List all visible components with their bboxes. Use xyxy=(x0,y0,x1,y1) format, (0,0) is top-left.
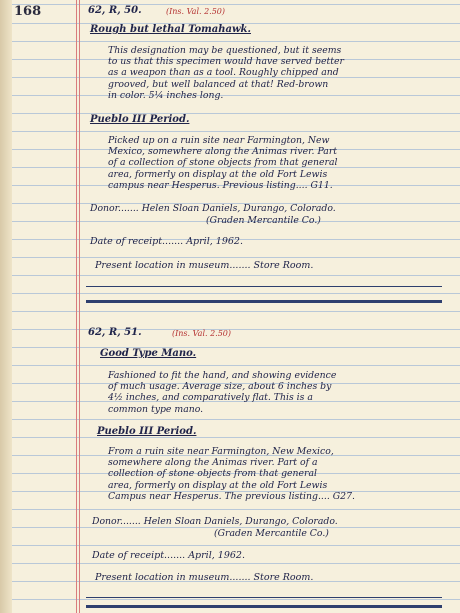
catalog-number: 62, R, 50. xyxy=(88,5,142,16)
entry-title: Rough but lethal Tomahawk. xyxy=(90,24,251,35)
location-line: Present location in museum....... Store Room. xyxy=(95,260,314,271)
donor-line: Donor....... Helen Sloan Daniels, Durango, Colorado. xyxy=(92,516,338,527)
insurance-value: (Ins. Val. 2.50) xyxy=(172,329,232,338)
period-heading: Pueblo III Period. xyxy=(97,426,197,437)
divider-rule xyxy=(86,597,442,598)
location-line: Present location in museum....... Store Room. xyxy=(95,572,314,583)
divider-rule xyxy=(86,300,442,303)
entry-title: Good Type Mano. xyxy=(100,348,197,359)
donor-line: Donor....... Helen Sloan Daniels, Durango, Colorado. xyxy=(90,203,336,214)
divider-rule xyxy=(86,605,442,608)
donor-affiliation: (Graden Mercantile Co.) xyxy=(214,528,329,539)
margin-line xyxy=(76,0,77,613)
provenance-text: From a ruin site near Farmington, New Mexico, somewhere along the Animas river. Part of a collection of stone objects from that general area, formerly on display at the old Fort Lewis Campus near Hesperus. The previous listing.... G27. xyxy=(108,446,355,502)
margin-line xyxy=(79,0,80,613)
entry-description: This designation may be questioned, but it seems to us that this specimen would have served better as a weapon than as a tool. Roughly chipped and grooved, but well balanced at that! Red-brown in color. 5¼ inches long. xyxy=(108,45,344,101)
divider-rule xyxy=(86,286,442,287)
receipt-line: Date of receipt....... April, 1962. xyxy=(92,550,245,561)
receipt-line: Date of receipt....... April, 1962. xyxy=(90,236,243,247)
binding-edge xyxy=(0,0,12,613)
insurance-value: (Ins. Val. 2.50) xyxy=(166,7,226,16)
provenance-text: Picked up on a ruin site near Farmington, New Mexico, somewhere along the Animas river. Part of a collection of stone objects from that general area, formerly on display at the old Fort Lewis campus near Hesperus. Previous listing.... G11. xyxy=(108,135,338,191)
donor-affiliation: (Graden Mercantile Co.) xyxy=(206,215,321,226)
page-number: 168 xyxy=(14,4,42,19)
period-heading: Pueblo III Period. xyxy=(90,114,190,125)
catalog-number: 62, R, 51. xyxy=(88,327,142,338)
entry-description: Fashioned to fit the hand, and showing evidence of much usage. Average size, about 6 inches by 4½ inches, and comparatively flat. This is a common type mano. xyxy=(108,370,337,415)
